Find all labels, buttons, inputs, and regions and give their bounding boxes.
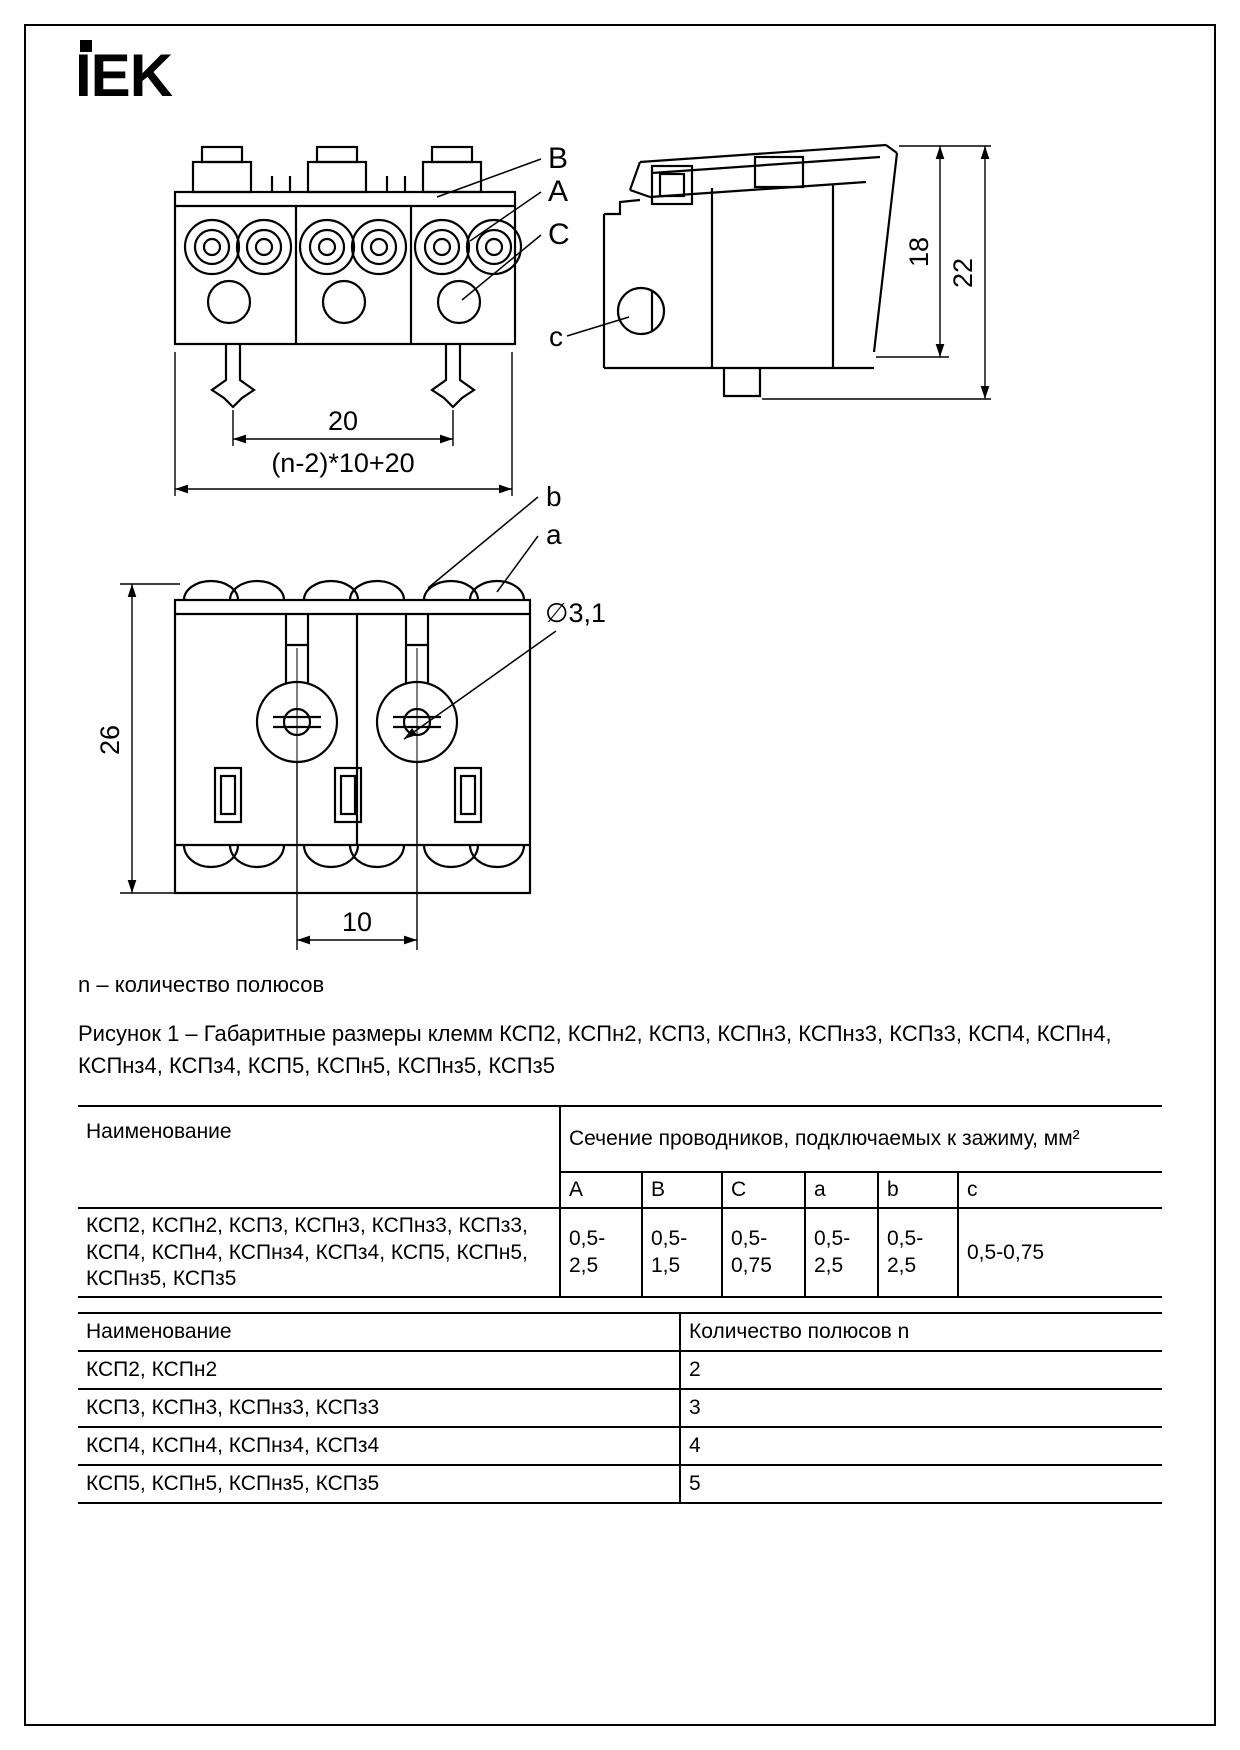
push-tab-icon — [423, 162, 481, 192]
t1-value-c: 0,5-0,75 — [958, 1208, 1162, 1297]
dim-20: 20 — [327, 406, 359, 436]
side-wire-port — [618, 288, 664, 334]
table-row — [78, 1313, 1162, 1351]
t1-subheader-b: b — [878, 1172, 958, 1208]
poles-count-table — [78, 1312, 1162, 1504]
dim-26: 26 — [95, 724, 125, 756]
label-a: a — [546, 519, 562, 550]
table-row — [78, 1351, 1162, 1389]
t2-row-poles: 4 — [680, 1427, 1162, 1465]
top-dimension-lines — [120, 584, 417, 950]
t1-header-name: Наименование — [78, 1106, 560, 1208]
t1-subheader-C: C — [722, 1172, 805, 1208]
mounting-foot — [432, 344, 474, 407]
t1-row-name: КСП2, КСПн2, КСП3, КСПн3, КСПнз3, КСПз3, КСП4, КСПн4, КСПнз4, КСПз4, КСП5, КСПн5, КСПнз5, КСПз5 — [78, 1208, 560, 1297]
iek-logo: IEK — [75, 42, 173, 109]
push-tab-icon — [202, 147, 242, 162]
dim-width-formula: (n-2)*10+20 — [271, 448, 415, 478]
t2-row-name: КСП5, КСПн5, КСПнз5, КСПз5 — [78, 1465, 680, 1503]
side-view — [604, 145, 897, 396]
t1-subheader-a: a — [805, 1172, 878, 1208]
figure-caption: Рисунок 1 – Габаритные размеры клемм КСП2, КСПн2, КСП3, КСПн3, КСПнз3, КСПз3, КСП4, КСПн4, КСПнз4, КСПз4, КСП5, КСПн5, КСПнз5, КСПз5 — [78, 1021, 1112, 1078]
dim-18: 18 — [904, 236, 934, 268]
wire-entry-holes — [185, 220, 521, 274]
t1-header-section: Сечение проводников, подключаемых к зажиму, мм² — [560, 1106, 1162, 1172]
t2-row-name: КСП3, КСПн3, КСПнз3, КСПз3 — [78, 1389, 680, 1427]
t2-header-poles: Количество полюсов n — [680, 1313, 1162, 1351]
t1-value-B: 0,5-1,5 — [642, 1208, 722, 1297]
table-row — [78, 1465, 1162, 1503]
table-row — [78, 1208, 1162, 1297]
t1-value-b: 0,5-2,5 — [878, 1208, 958, 1297]
t1-subheader-B: B — [642, 1172, 722, 1208]
side-leader-line — [567, 317, 629, 336]
t2-header-name: Наименование — [78, 1313, 680, 1351]
t1-value-C: 0,5-0,75 — [722, 1208, 805, 1297]
table-row — [78, 1427, 1162, 1465]
label-diameter: ∅3,1 — [545, 598, 607, 628]
label-b: b — [546, 481, 562, 512]
push-tab-icon — [193, 162, 251, 192]
t2-row-poles: 3 — [680, 1389, 1162, 1427]
push-tab-icon — [317, 147, 357, 162]
side-latch — [755, 157, 803, 187]
t2-row-name: КСП2, КСПн2 — [78, 1351, 680, 1389]
t2-row-poles: 2 — [680, 1351, 1162, 1389]
top-view — [175, 581, 530, 893]
dim-10: 10 — [341, 907, 373, 937]
mounting-foot — [212, 344, 254, 407]
side-foot — [724, 368, 760, 396]
top-leader-lines — [404, 497, 556, 739]
label-C: C — [548, 218, 570, 251]
t1-value-a: 0,5-2,5 — [805, 1208, 878, 1297]
front-leader-lines — [437, 159, 541, 300]
dim-22: 22 — [948, 257, 978, 289]
t1-value-A: 0,5-2,5 — [560, 1208, 642, 1297]
t2-row-name: КСП4, КСПн4, КСПнз4, КСПз4 — [78, 1427, 680, 1465]
push-tab-icon — [308, 162, 366, 192]
t1-subheader-A: A — [560, 1172, 642, 1208]
label-c: c — [549, 321, 563, 352]
push-tab-icon — [432, 147, 472, 162]
t2-row-poles: 5 — [680, 1465, 1162, 1503]
label-A: A — [548, 175, 569, 208]
wire-cross-section-table — [78, 1105, 1162, 1298]
label-B: B — [548, 142, 569, 175]
test-holes — [208, 281, 480, 323]
table-row — [78, 1389, 1162, 1427]
poles-note: n – количество полюсов — [78, 972, 325, 997]
t1-subheader-c: c — [958, 1172, 1162, 1208]
